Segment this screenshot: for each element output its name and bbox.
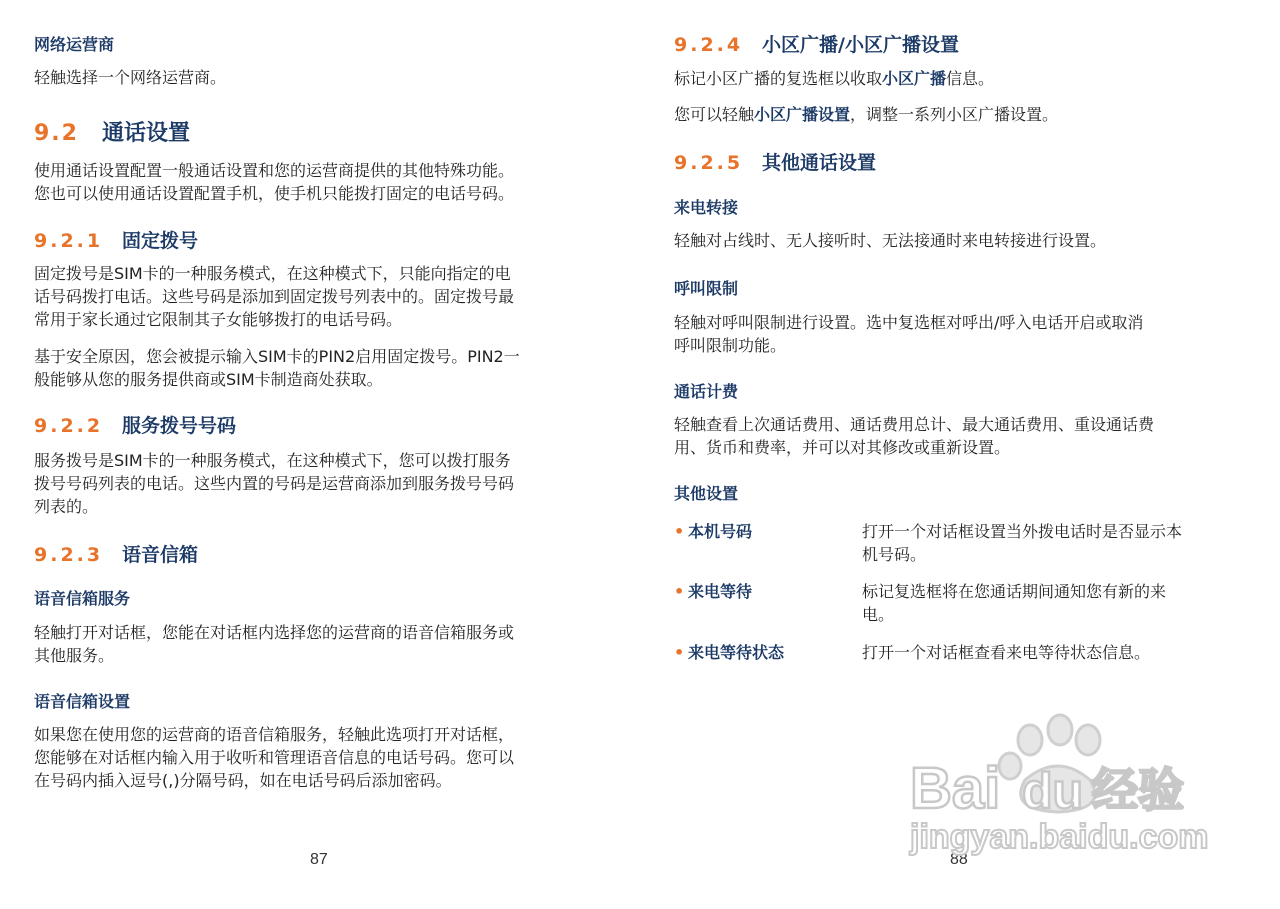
section-9-2-4-paragraph-2 [674, 103, 1058, 126]
text-line: 标记复选框将在您通话期间通知您有新的来 [862, 582, 1167, 601]
section-number: 9.2.5 [674, 152, 744, 174]
text-run: 信息。 [946, 69, 995, 88]
text-line: 您也可以使用通话设置配置手机，使手机只能拨打固定的电话号码。 [34, 184, 515, 203]
voicemail-service-heading: 语音信箱服务 [34, 589, 131, 608]
bold-term: 小区广播设置 [754, 105, 851, 124]
text-line: 轻触打开对话框，您能在对话框内选择您的运营商的语音信箱服务或 [34, 623, 515, 642]
section-number: 9.2.4 [674, 34, 744, 56]
section-9-2-4-heading [674, 30, 959, 57]
text-line: 电。 [862, 605, 895, 624]
bullet-icon: • [674, 582, 685, 601]
voicemail-service-text [34, 621, 514, 667]
text-line: 轻触查看上次通话费用、通话费用总计、最大通话费用、重设通话费 [674, 415, 1155, 434]
section-title: 通话设置 [102, 121, 191, 146]
other-settings-heading: 其他设置 [674, 484, 739, 503]
text-line: 使用通话设置配置一般通话设置和您的运营商提供的其他特殊功能。 [34, 161, 515, 180]
section-9-2-2-heading [34, 411, 236, 438]
section-title: 语音信箱 [122, 544, 199, 566]
text-line: 您能够在对话框内输入用于收听和管理语音信息的电话号码。您可以 [34, 748, 515, 767]
watermark-brand-du: du [1022, 763, 1084, 819]
text-line: 呼叫限制功能。 [674, 336, 787, 355]
page-number-right: 88 [950, 851, 968, 868]
text-line: 服务拨号是SIM卡的一种服务模式，在这种模式下，您可以拨打服务 [34, 451, 511, 470]
text-line: 打开一个对话框设置当外拨电话时是否显示本 [862, 522, 1183, 541]
text-line: 列表的。 [34, 497, 99, 516]
bullet-icon: • [674, 643, 685, 662]
section-9-2-text [34, 159, 514, 205]
call-cost-text [674, 413, 1154, 459]
section-title: 小区广播/小区广播设置 [762, 34, 959, 56]
list-item-label: 来电等待 [688, 582, 753, 601]
call-forward-heading: 来电转接 [674, 198, 739, 217]
text-line: 在号码内插入逗号(,)分隔号码，如在电话号码后添加密码。 [34, 771, 452, 790]
voicemail-settings-heading: 语音信箱设置 [34, 692, 131, 711]
call-barring-heading: 呼叫限制 [674, 279, 739, 298]
text-line: 其他服务。 [34, 646, 115, 665]
section-9-2-4-paragraph-1 [674, 67, 994, 90]
section-number: 9.2 [34, 121, 79, 146]
text-line: 般能够从您的服务提供商或SIM卡制造商处获取。 [34, 370, 383, 389]
text-line: 用、货币和费率，并可以对其修改或重新设置。 [674, 438, 1011, 457]
section-title: 服务拨号号码 [122, 415, 237, 437]
bullet-icon: • [674, 522, 685, 541]
text-line: 话号码拨打电话。这些号码是添加到固定拨号列表中的。固定拨号最 [34, 287, 515, 306]
baidu-watermark-logo [880, 700, 1240, 880]
section-number: 9.2.1 [34, 230, 104, 252]
call-forward-text: 轻触对占线时、无人接听时、无法接通时来电转接进行设置。 [674, 231, 1107, 250]
section-9-2-5-heading [674, 148, 876, 175]
text-line: 轻触对呼叫限制进行设置。选中复选框对呼出/呼入电话开启或取消 [674, 313, 1144, 332]
watermark-url: jingyan.baidu.com [910, 818, 1209, 856]
text-line: 打开一个对话框查看来电等待状态信息。 [862, 643, 1151, 662]
text-line: 机号码。 [862, 545, 927, 564]
operator-text: 轻触选择一个网络运营商。 [34, 68, 227, 87]
watermark-brand-bai: Bai [910, 756, 1001, 821]
section-9-2-3-heading [34, 540, 198, 567]
section-9-2-heading [34, 116, 190, 147]
watermark-brand-cn: 经验 [1092, 763, 1184, 817]
list-item-label: 本机号码 [688, 522, 753, 541]
list-item-description [862, 520, 1254, 566]
section-9-2-2-paragraph [34, 449, 514, 518]
list-item-label: 来电等待状态 [688, 643, 785, 662]
section-9-2-1-heading [34, 226, 198, 253]
section-9-2-1-paragraph-2 [34, 345, 520, 391]
text-run: ，调整一系列小区广播设置。 [850, 105, 1059, 124]
bold-term: 小区广播 [882, 69, 947, 88]
text-line: 如果您在使用您的运营商的语音信箱服务，轻触此选项打开对话框， [34, 725, 515, 744]
section-number: 9.2.2 [34, 415, 104, 437]
operator-heading: 网络运营商 [34, 35, 115, 54]
text-line: 常用于家长通过它限制其子女能够拨打的电话号码。 [34, 310, 403, 329]
voicemail-settings-text [34, 723, 514, 792]
call-barring-text [674, 311, 1143, 357]
list-item-description [862, 641, 1254, 664]
section-number: 9.2.3 [34, 544, 104, 566]
section-9-2-1-paragraph-1 [34, 262, 514, 331]
section-title: 其他通话设置 [762, 152, 877, 174]
text-run: 您可以轻触 [674, 105, 755, 124]
call-cost-heading: 通话计费 [674, 382, 739, 401]
page-number-left: 87 [310, 851, 328, 868]
section-title: 固定拨号 [122, 230, 199, 252]
text-run: 标记小区广播的复选框以收取 [674, 69, 883, 88]
text-line: 基于安全原因，您会被提示输入SIM卡的PIN2启用固定拨号。PIN2一 [34, 347, 520, 366]
list-item-description [862, 580, 1254, 626]
text-line: 固定拨号是SIM卡的一种服务模式，在这种模式下，只能向指定的电 [34, 264, 511, 283]
text-line: 拨号号码列表的电话。这些内置的号码是运营商添加到服务拨号号码 [34, 474, 515, 493]
